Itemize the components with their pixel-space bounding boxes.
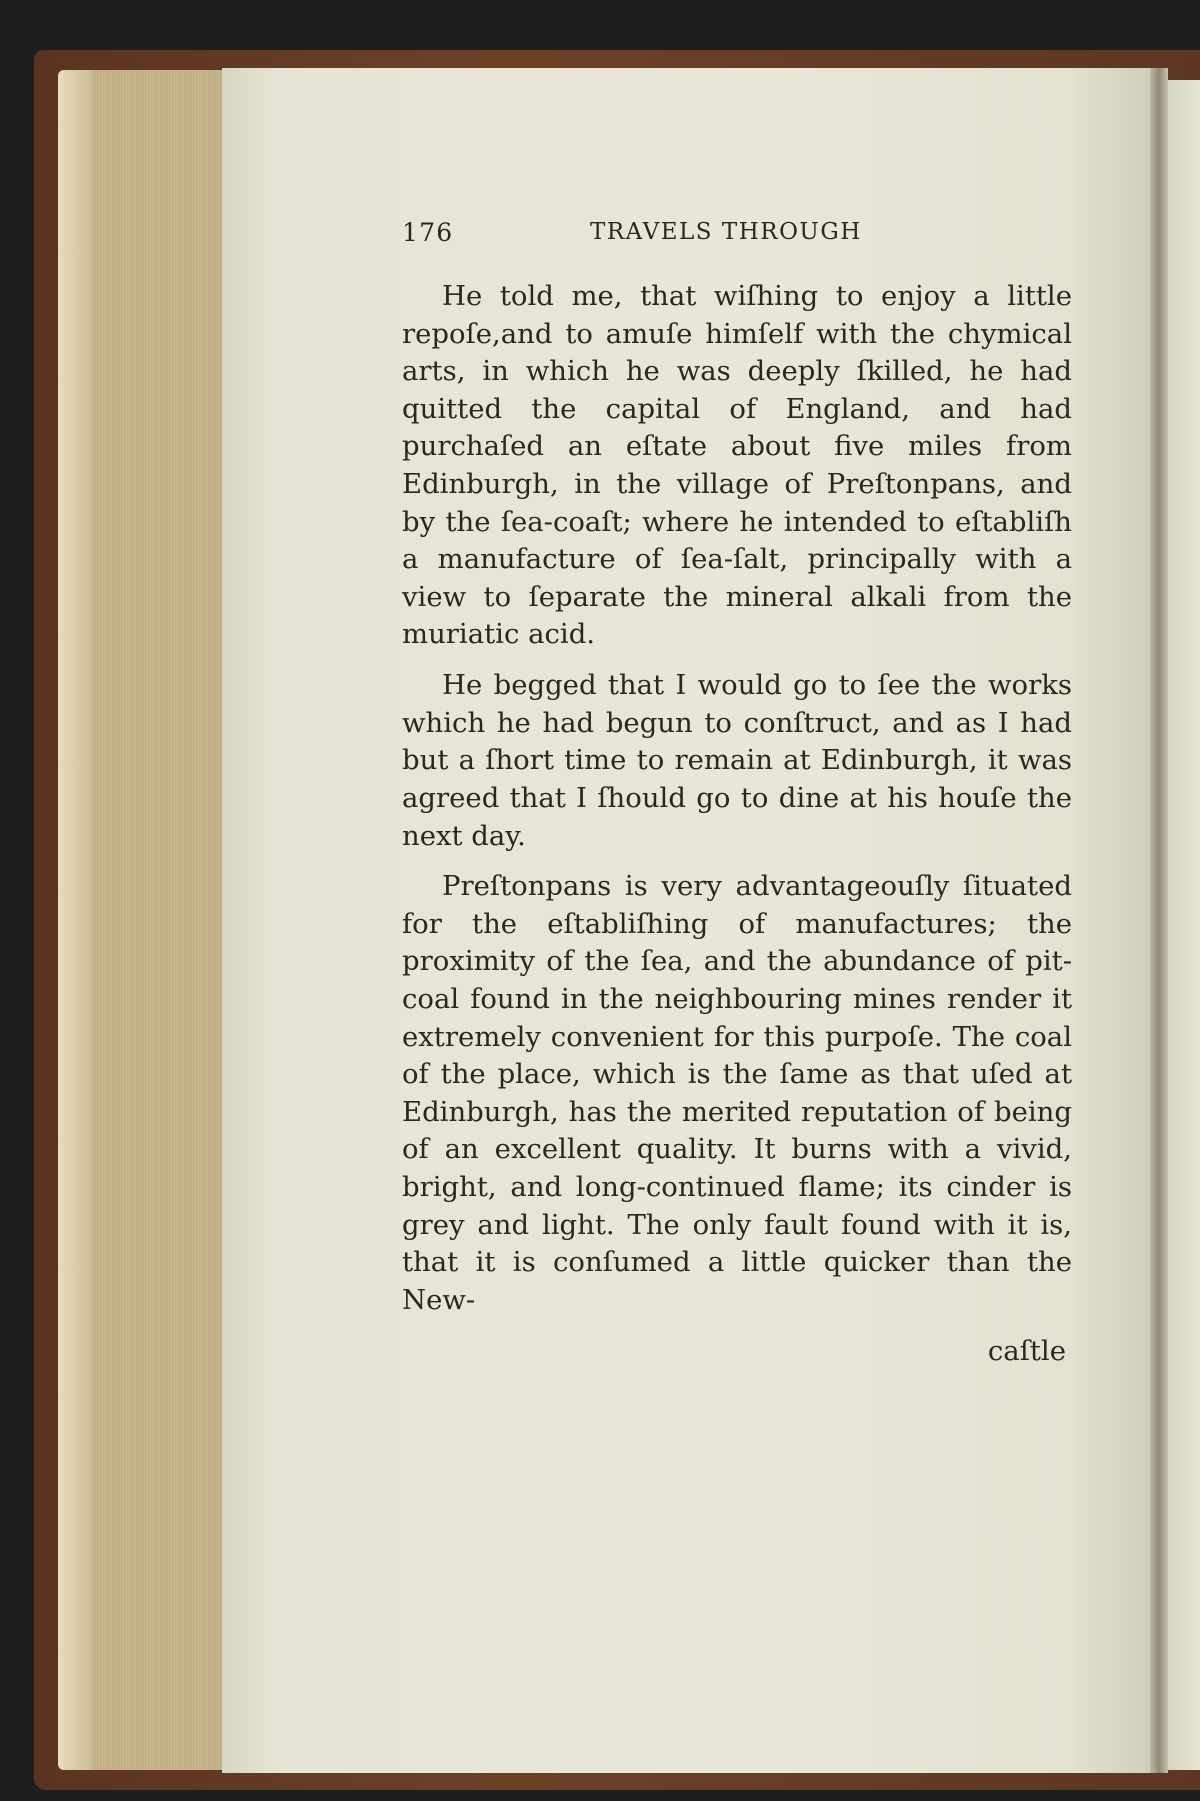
paragraph-3: Preſtonpans is very advantageouſly ſituated for the eſtabliſhing of manufactures; the proximity of the ſea, and the abundance of pit-coal found in the neighbouring mines render it extremely convenient for this purpoſe. The coal of the place, which is the ſame as that uſed at Edinburgh, has the merited reputation of being of an excellent quality. It burns with a vivid, bright, and long-continued flame; its cinder is grey and light. The only fault found with it is, that it is conſumed a little quicker than the New- <box>402 870 1072 1316</box>
gutter <box>1150 68 1168 1773</box>
facing-page-edge <box>1168 80 1200 1770</box>
page-header <box>402 210 1072 254</box>
catchword: caſtle <box>987 1334 1066 1367</box>
running-head: TRAVELS THROUGH <box>590 219 862 245</box>
page-number: 176 <box>402 218 454 247</box>
page-edges-highlight <box>58 70 92 1770</box>
paragraph-1: He told me, that wiſhing to enjoy a little repoſe,and to amuſe himſelf with the chymical arts, in which he was deeply ſkilled, he had quitted the capital of England, and had purchaſed an eſtate about five miles from Edinburgh, in the village of Preſtonpans, and by the ſea-coaſt; where he intended to eſtabliſh a manufacture of ſea-ſalt, principally with a view to ſeparate the mineral alkali from the muriatic acid. <box>402 280 1072 651</box>
page-text <box>402 210 1072 1370</box>
paragraph-2: He begged that I would go to ſee the works which he had begun to conſtruct, and as I had but a ſhort time to remain at Edinburgh, it was agreed that I ſhould go to dine at his houſe the next day. <box>402 669 1072 852</box>
